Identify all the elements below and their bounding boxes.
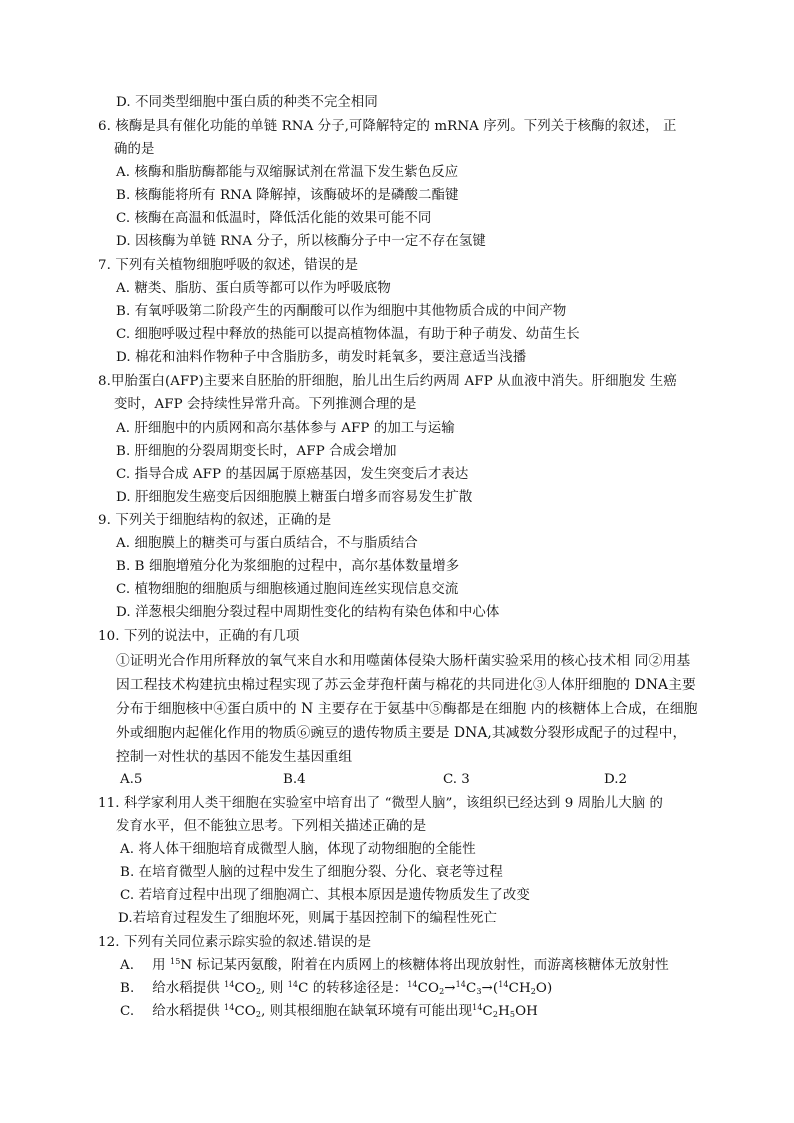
q6-option-c: C. 核酶在高温和低温时，降低活化能的效果可能不同 [116, 211, 432, 226]
q10-option-b: B.4 [283, 772, 306, 787]
q12-option-c-label: C. [120, 1004, 135, 1019]
q11-stem-line2: 发育水平，但不能独立思考。下列相关描述正确的是 [116, 819, 427, 834]
q12-option-c-text: , 则其根细胞在缺氧环境有可能出现 [261, 1004, 473, 1019]
q10-statement-line4: 外或细胞内起催化作用的物质⑥豌豆的遗传物质主要是 DNA,其减数分裂形成配子的过程中， [116, 725, 687, 741]
q12-option-c-text-pre: 给水稻提供 [152, 1004, 220, 1019]
q7-option-b: B. 有氧呼吸第二阶段产生的丙酮酸可以作为细胞中其他物质合成的中间产物 [116, 304, 567, 319]
q11-option-d: D.若培育过程发生了细胞坏死，则属于基因控制下的编程性死亡 [118, 911, 497, 926]
q9-option-c: C. 植物细胞的细胞质与细胞核通过胞间连丝实现信息交流 [116, 582, 459, 597]
q10-options-row [0, 769, 794, 791]
q10-statement-line3: 分布于细胞核中④蛋白质中的 N 主要存在于氨基中⑤酶都是在细胞 内的核糖体上合成，在细胞 [116, 701, 698, 717]
q10-statement-line5: 控制一对性状的基因不能发生基因重组 [116, 749, 353, 765]
q11-stem-line1: 11. 科学家利用人类干细胞在实验室中培育出了 “微型人脑”，该组织已经达到 9 周胎儿大脑 的 [98, 796, 664, 811]
q12-option-c-co2: CO [234, 1004, 256, 1019]
q12-option-c-c: C [482, 1004, 493, 1019]
q9-option-b: B. B 细胞增殖分化为浆细胞的过程中，高尔基体数量增多 [116, 559, 460, 574]
q12-option-c-h: H [498, 1004, 510, 1019]
q12-option-c [120, 1001, 538, 1023]
q12-option-b-c3: C [465, 981, 477, 996]
q7-option-a: A. 糖类、脂肪、蛋白质等都可以作为呼吸底物 [116, 281, 391, 296]
q12-option-b-label: B. [120, 981, 135, 996]
q12-option-b [120, 978, 552, 1000]
q12-option-c-sub2: 2 [492, 1010, 499, 1019]
q12-option-b-pathway-label: C 的转移途径是： [298, 981, 408, 996]
q11-option-a: A. 将人体干细胞培育成微型人脑，体现了动物细胞的全能性 [120, 842, 476, 857]
q12-option-a-text-pre: 用 [152, 958, 166, 973]
q12-option-b-co2-b: CO [417, 981, 440, 996]
q12-option-c-oh: OH [515, 1004, 538, 1019]
q12-option-b-sub3: 3 [476, 987, 482, 996]
q12-option-b-sup3: 14 [407, 980, 418, 989]
q12-option-a [120, 955, 669, 977]
q8-option-a: A. 肝细胞中的内质网和高尔基体参与 AFP 的加工与运输 [116, 421, 455, 436]
q7-option-c: C. 细胞呼吸过程中释放的热能可以提高植物体温，有助于种子萌发、幼苗生长 [116, 327, 580, 342]
q12-stem: 12. 下列有关同位素示踪实验的叙述.错误的是 [98, 935, 372, 950]
q5-option-d: D. 不同类型细胞中蛋白质的种类不完全相同 [116, 95, 378, 110]
q12-option-b-sub1: 2 [255, 987, 262, 996]
q6-option-d: D. 因核酶为单链 RNA 分子，所以核酶分子中一定不存在氢键 [116, 234, 486, 249]
q9-stem: 9. 下列关于细胞结构的叙述，正确的是 [98, 513, 332, 528]
q12-option-b-text-pre: 给水稻提供 [152, 981, 220, 996]
q8-option-d: D. 肝细胞发生癌变后因细胞膜上糖蛋白增多而容易发生扩散 [116, 490, 473, 505]
q12-option-a-isotope: 15 [170, 957, 181, 966]
q12-option-b-ch2: CH [508, 981, 531, 996]
q12-option-b-sub2: 2 [439, 987, 445, 996]
q6-stem-line2: 确的是 [114, 142, 155, 157]
q10-stem: 10. 下列的说法中，正确的有几项 [98, 629, 300, 644]
q12-option-c-sub3: 5 [509, 1010, 516, 1019]
q9-option-d: D. 洋葱根尖细胞分裂过程中周期性变化的结构有染色体和中心体 [116, 605, 500, 620]
q12-option-b-co2: CO [234, 981, 256, 996]
q7-option-d: D. 棉花和油料作物种子中含脂肪多，萌发时耗氧多，要注意适当浅播 [116, 350, 527, 365]
q10-statement-line2: 因工程技术构建抗虫棉过程实现了苏云金芽孢杆菌与棉花的共同进化③人体肝细胞的 DNA主要 [116, 677, 696, 693]
q12-option-b-sub4: 2 [530, 987, 536, 996]
q12-option-b-sup4: 14 [455, 980, 466, 989]
q12-option-b-sup5: 14 [498, 980, 509, 989]
q10-option-d: D.2 [604, 772, 628, 787]
q12-option-b-sup1: 14 [224, 980, 235, 989]
q10-option-c: C. 3 [443, 772, 470, 787]
q12-option-b-arrow2: →( [481, 981, 499, 996]
q11-option-b: B. 在培育微型人脑的过程中发生了细胞分裂、分化、衰老等过程 [120, 865, 503, 880]
q12-option-c-sub1: 2 [255, 1010, 262, 1019]
q12-option-c-sup2: 14 [472, 1003, 483, 1012]
q10-statement-line1: ①证明光合作用所释放的氧气来自水和用噬菌体侵染大肠杆菌实验采用的核心技术相 同②用基 [116, 653, 691, 669]
q10-option-a: A.5 [120, 772, 143, 787]
q8-option-b: B. 肝细胞的分裂周期变长时，AFP 合成会增加 [116, 444, 397, 459]
q6-option-a: A. 核酶和脂肪酶都能与双缩脲试剂在常温下发生紫色反应 [116, 165, 459, 180]
q12-option-b-arrow1: → [444, 981, 456, 996]
q12-option-b-sup2: 14 [287, 980, 299, 989]
q12-option-c-sup1: 14 [224, 1003, 235, 1012]
q6-stem-line1: 6. 核酶是具有催化功能的单链 RNA 分子,可降解特定的 mRNA 序列。下列关于核酶的叙述， 正 [98, 119, 677, 134]
q11-option-c: C. 若培育过程中出现了细胞凋亡、其根本原因是遗传物质发生了改变 [120, 888, 530, 903]
q12-option-a-text: N 标记某丙氨酸，附着在内质网上的核糖体将出现放射性，而游离核糖体无放射性 [180, 958, 669, 973]
q12-option-b-then: , 则 [261, 981, 288, 996]
q7-stem: 7. 下列有关植物细胞呼吸的叙述，错误的是 [98, 258, 359, 273]
q8-option-c: C. 指导合成 AFP 的基因属于原癌基因，发生突变后才表达 [116, 467, 469, 482]
q9-option-a: A. 细胞膜上的糖类可与蛋白质结合，不与脂质结合 [116, 536, 418, 551]
q8-stem-line2: 变时，AFP 会持续性异常升高。下列推测合理的是 [114, 397, 417, 412]
q12-option-a-label: A. [120, 958, 135, 973]
q12-option-b-o: O) [535, 981, 553, 996]
q8-stem-line1: 8.甲胎蛋白(AFP)主要来自胚胎的肝细胞，胎儿出生后约两周 AFP 从血液中消失。肝细胞发 生癌 [98, 374, 677, 389]
q6-option-b: B. 核酶能将所有 RNA 降解掉，该酶破坏的是磷酸二酯键 [116, 188, 459, 203]
